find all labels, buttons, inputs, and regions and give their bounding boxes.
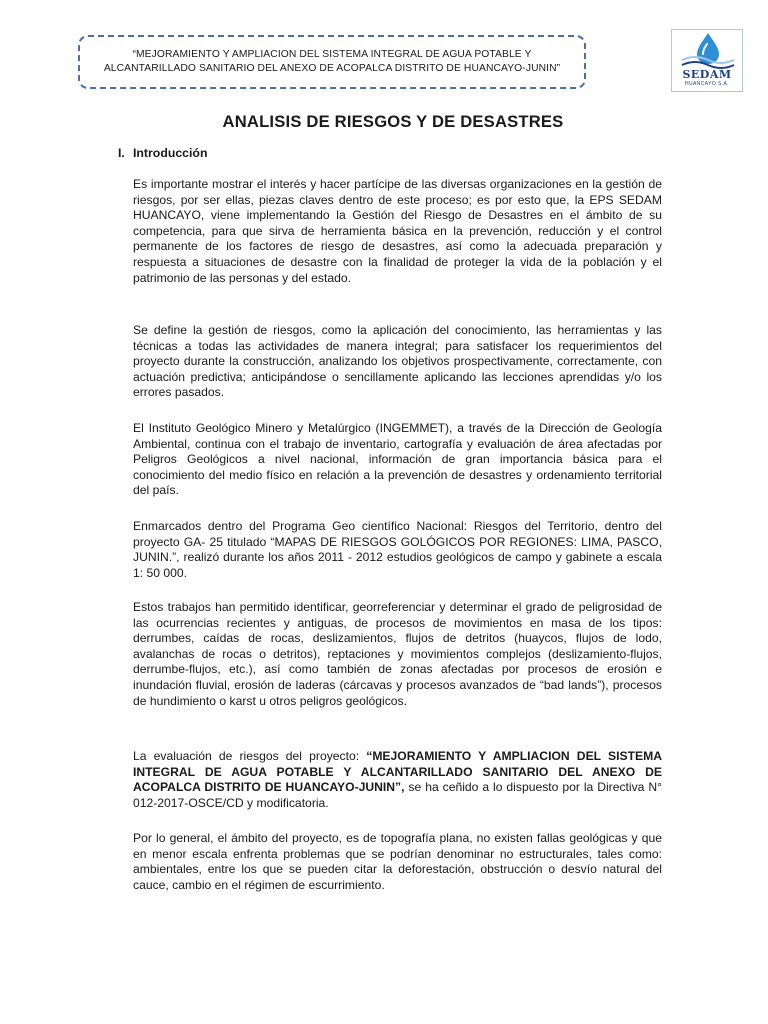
evaluation-prefix: La evaluación de riesgos del proyecto: (133, 749, 367, 763)
evaluation-project-name: “MEJORAMIENTO Y AMPLIACION DEL SISTEMA INTEGRAL DE AGUA POTABLE Y ALCANTARILLADO SANITARIO DEL ANEXO DE ACOPALCA DISTRITO DE HUANCAYO-JUNIN”, (133, 749, 662, 795)
logo-wordmark: SEDAM (682, 68, 732, 81)
paragraph-evaluation (133, 749, 662, 811)
paragraph-ingemmet: El Instituto Geológico Minero y Metalúrgico (INGEMMET), a través de la Dirección de Geología Ambiental, continua con el trabajo de inventario, cartografía y evaluación de área afectadas por Peligros Geológicos a nivel nacional, información de gran importancia básica para el conocimiento del medio físico en relación a la prevención de desastres y ordenamiento territorial del país. (133, 421, 662, 498)
paragraph-geo-program: Enmarcados dentro del Programa Geo científico Nacional: Riesgos del Territorio, dentro del proyecto GA- 25 titulado “MAPAS DE RIESGOS GOLÓGICOS POR REGIONES: LIMA, PASCO, JUNIN.”, realizó durante los años 2011 - 2012 estudios geológicos de campo y gabinete a escala 1: 50 000. (133, 519, 662, 580)
paragraph-closing: Por lo general, el ámbito del proyecto, es de topografía plana, no existen fallas geológicas y que en menor escala enfrenta problemas que se podrían denominar no estructurales, tales como: ambientales, entre los que se pueden citar la deforestación, obstrucción o desvío natural del cauce, cambio en el régimen de escurrimiento. (133, 831, 662, 892)
paragraph-risk-definition: Se define la gestión de riesgos, como la aplicación del conocimiento, las herramientas y las técnicas a todas las actividades de manera integral; para satisfacer los requerimientos del proyecto durante la construcción, analizando los objetivos prospectivamente, correctamente, con actuación predictiva; anticipándose o sencillamente aplicando las lecciones aprendidas y/o los errores pasados. (133, 323, 662, 400)
document-title: ANALISIS DE RIESGOS Y DE DESASTRES (222, 112, 564, 131)
logo-subtitle: HUANCAYO S.A. (684, 81, 729, 87)
paragraph-studies: Estos trabajos han permitido identificar, georreferenciar y determinar el grado de peligrosidad de las ocurrencias recientes y antiguas, de procesos de movimientos en masa de los tipos: derrumbes, caídas de rocas, deslizamientos, flujos de detritos (huaycos, flujos de lodo, avalanchas de rocas o detritos), reptaciones y movimientos complejos (deslizamiento-flujos, derrumbe-flujos, etc.), así como también de zonas afectadas por procesos de erosión e inundación fluvial, erosión de laderas (cárcavas y procesos avanzados de “bad lands”), procesos de hundimiento o karst u otros peligros geológicos. (133, 600, 662, 708)
project-title-box (78, 35, 586, 89)
section-number: I. (118, 146, 125, 160)
evaluation-suffix: se ha ceñido a lo dispuesto por la Directiva N° 012-2017-OSCE/CD y modificatoria. (133, 780, 662, 810)
paragraph-importance: Es importante mostrar el interés y hacer partícipe de las diversas organizaciones en la gestión de riesgos, por ser ellas, piezas claves dentro de este proceso; es por esto que, la EPS SEDAM HUANCAYO, viene implementando la Gestión del Riesgo de Desastres en el ámbito de su competencia, para que sirva de herramienta básica en la prevención, reducción y el control permanente de los factores de riesgo de desastres, así como la adecuada preparación y respuesta a situaciones de desastre con la finalidad de proteger la vida de la población y el patrimonio de las personas y del estado. (133, 177, 662, 285)
section-heading (118, 146, 207, 160)
section-title: Introducción (133, 146, 208, 160)
sedam-logo (671, 29, 743, 92)
water-drop-icon (672, 30, 744, 70)
project-title: “MEJORAMIENTO Y AMPLIACION DEL SISTEMA INTEGRAL DE AGUA POTABLE Y ALCANTARILLADO SANITARIO DEL ANEXO DE ACOPALCA DISTRITO DE HUANCAYO-JUNIN” (103, 49, 561, 74)
